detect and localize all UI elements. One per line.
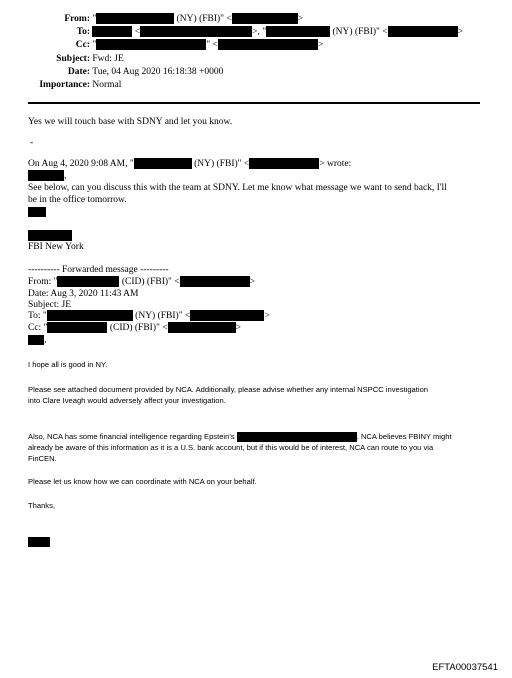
header-to-row: [0, 26, 463, 38]
p3-end: . NCA believes FBINY might: [356, 432, 452, 441]
cc-quote: ": [92, 40, 97, 50]
document-id: EFTA00037541: [432, 662, 498, 673]
redaction-box: [266, 26, 330, 37]
redaction-box: [218, 39, 318, 50]
reply-dash: -: [30, 138, 34, 148]
quoted-body-line2: be in the office tomorrow.: [28, 195, 127, 205]
message-p2-line1: Please see attached document provided by NCA. Additionally, please advise whether any internal NSPCC investigation: [28, 385, 429, 394]
forwarded-greeting: [28, 334, 46, 346]
redaction-box: [232, 13, 298, 24]
cc-open: " <: [206, 40, 218, 50]
forwarded-from: [28, 276, 255, 288]
fwd-to-org: (NY) (FBI)" <: [135, 311, 191, 321]
cc-close: >: [317, 40, 324, 50]
redaction-box: [237, 432, 357, 442]
fwd-cc-end: >: [235, 323, 241, 333]
forwarded-cc: [28, 322, 241, 334]
fwd-from-org: (CID) (FBI)" <: [121, 277, 180, 287]
to-sep: >, ": [252, 27, 267, 37]
importance-value: Normal: [92, 80, 122, 90]
redaction-box: [140, 26, 252, 37]
message-p1: I hope all is good in NY.: [28, 360, 108, 369]
fwd-cc-start: Cc: ": [28, 323, 48, 333]
redaction-box: [168, 322, 236, 333]
redaction-box: [180, 276, 250, 287]
header-date-row: [0, 66, 223, 78]
attribution-start: On Aug 4, 2020 9:08 AM, ": [28, 159, 134, 169]
fwd-to-end: >: [264, 311, 270, 321]
reply-text: Yes we will touch base with SDNY and let you know.: [28, 117, 233, 127]
redaction-box: [28, 335, 47, 345]
fwd-cc-org: (CID) (FBI)" <: [109, 323, 168, 333]
to-org: (NY) (FBI)" <: [332, 27, 388, 37]
redaction-box: [28, 170, 67, 181]
redaction-box: [96, 39, 206, 50]
fwd-from-end: >: [249, 277, 256, 287]
redaction-box: [388, 26, 458, 37]
quoted-sig-office: FBI New York: [28, 242, 84, 252]
header-from-row: [0, 13, 303, 25]
to-open: <: [134, 27, 141, 37]
header-cc-row: [0, 39, 323, 51]
message-p4: Please let us know how we can coordinate with NCA on your behalf.: [28, 477, 257, 486]
redaction-box: [47, 310, 133, 321]
to-label: To:: [76, 27, 90, 37]
p3-start: Also, NCA has some financial intelligence regarding Epstein's: [28, 432, 235, 441]
redaction-box: [134, 158, 192, 169]
redaction-box: [92, 26, 132, 37]
date-value: Tue, 04 Aug 2020 16:18:38 +0000: [92, 67, 224, 77]
message-p3-line1: [28, 431, 452, 442]
quoted-attribution: [28, 158, 351, 170]
to-close: >: [457, 27, 463, 37]
redaction-box: [57, 276, 119, 287]
message-p2-line2: into Clare Iveagh would adversely affect your investigation.: [28, 396, 226, 405]
fwd-from-start: From: ": [28, 277, 58, 287]
attribution-end: > wrote:: [319, 159, 352, 169]
redaction-box: [28, 537, 50, 547]
cc-label: Cc:: [75, 40, 90, 50]
from-close: >: [297, 14, 304, 24]
header-subject-row: [0, 53, 124, 65]
redaction-box: [190, 310, 264, 321]
subject-value: Fwd: JE: [92, 54, 124, 64]
message-closing: Thanks,: [28, 501, 56, 510]
quoted-greeting: [28, 170, 66, 182]
redaction-box: [249, 158, 319, 169]
attribution-org: (NY) (FBI)" <: [194, 159, 250, 169]
redaction-box: [28, 230, 72, 241]
fwd-to-start: To: ": [28, 311, 47, 321]
from-label: From:: [64, 14, 90, 24]
redaction-box: [47, 322, 107, 333]
redaction-box: [96, 13, 174, 24]
forwarded-date: Date: Aug 3, 2020 11:43 AM: [28, 289, 139, 299]
forwarded-to: [28, 310, 270, 322]
redaction-box: [28, 207, 46, 217]
forwarded-subject: Subject: JE: [28, 300, 72, 310]
message-p3-line2: already be aware of this information as it is a U.S. bank account, but if this would be of interest, NCA can route to you via: [28, 443, 434, 452]
importance-label: Importance:: [39, 80, 90, 90]
date-label: Date:: [67, 67, 90, 77]
header-importance-row: [0, 79, 121, 91]
forwarded-divider: ---------- Forwarded message ---------: [28, 265, 169, 275]
fwd-greeting-comma: ,: [44, 335, 47, 345]
message-p3-line3: FinCEN.: [28, 454, 57, 463]
from-quote: ": [92, 14, 97, 24]
subject-label: Subject:: [56, 54, 90, 64]
from-org: (NY) (FBI)" <: [176, 14, 232, 24]
quoted-body-line1: See below, can you discuss this with the team at SDNY. Let me know what message we want to send back, I'll: [28, 183, 447, 193]
greeting-comma: ,: [64, 171, 67, 181]
header-divider: [28, 102, 480, 104]
